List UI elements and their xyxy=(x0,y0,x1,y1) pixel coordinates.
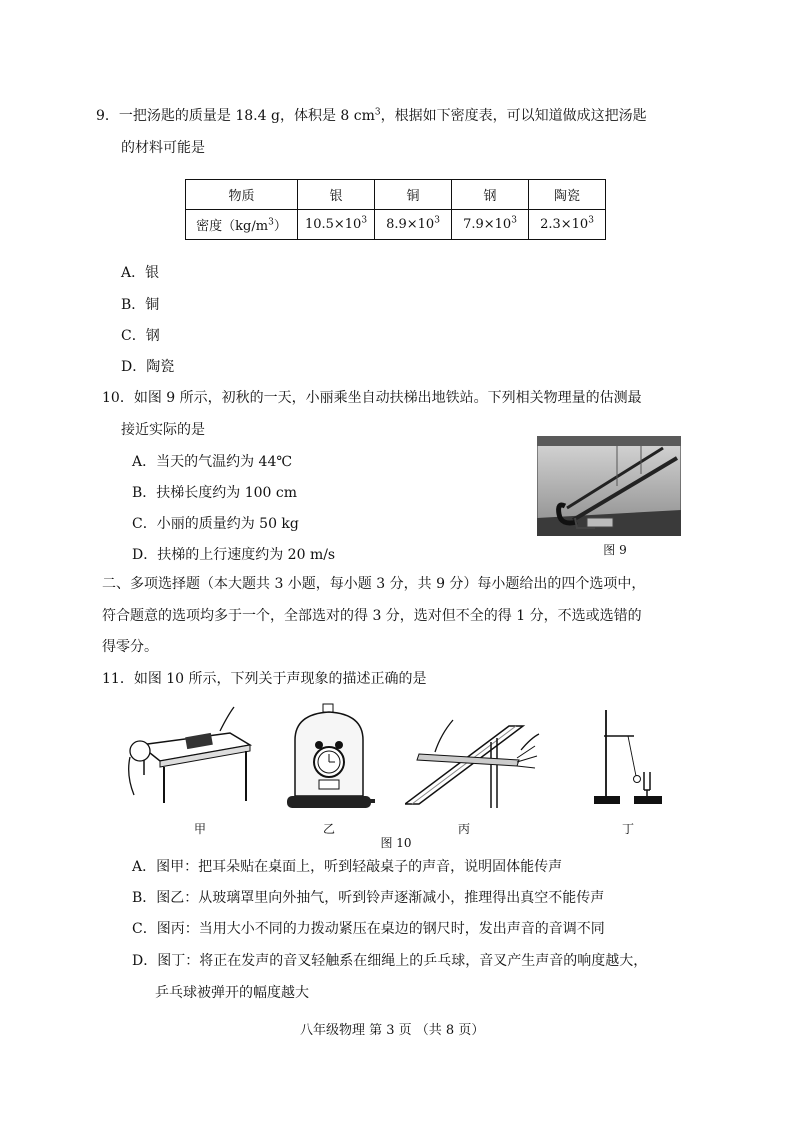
table-cell: $2.3\times 10^3$ xyxy=(529,210,606,240)
table-cell: 钢 xyxy=(452,180,529,210)
caption-yi: 乙 xyxy=(322,822,335,836)
caption-ding: 丁 xyxy=(621,822,634,836)
q11-option-d-cont: 乒乓球被弹开的幅度越大 xyxy=(155,985,309,1001)
q11-option-c: C．图丙：当用大小不同的力拨动紧压在桌边的钢尺时，发出声音的音调不同 xyxy=(132,921,605,937)
table-row xyxy=(186,180,606,210)
figure-10-caption: 图 10 xyxy=(380,836,412,850)
q9-stem-line2: 的材料可能是 xyxy=(121,140,205,156)
section2-line3: 得零分。 xyxy=(102,639,158,655)
table-cell: $8.9\times 10^3$ xyxy=(375,210,452,240)
table-cell: 陶瓷 xyxy=(529,180,606,210)
q9-stem-line1: 9．一把汤匙的质量是 18.4 g，体积是 8 $cm^3$，根据如下密度表，可以知道做成这把汤匙 xyxy=(96,107,647,124)
table-cell: 银 xyxy=(298,180,375,210)
q11-stem: 11．如图 10 所示，下列关于声现象的描述正确的是 xyxy=(102,671,427,687)
table-header-material: 物质 xyxy=(186,180,298,210)
table-header-density: 密度$(kg/m^3)$ xyxy=(186,210,298,240)
q10-stem-line1: 10．如图 9 所示，初秋的一天，小丽乘坐自动扶梯出地铁站。下列相关物理量的估测最 xyxy=(102,390,642,406)
ruler-on-table-illustration xyxy=(405,712,543,810)
tuning-fork-illustration xyxy=(590,706,670,810)
page-footer: 八年级物理 第 3 页 （共 8 页） xyxy=(300,1023,485,1038)
section2-line2: 符合题意的选项均多于一个，全部选对的得 3 分，选对但不全的得 1 分，不选或选错的 xyxy=(102,608,642,624)
caption-bing: 丙 xyxy=(457,822,470,836)
bell-jar-illustration xyxy=(285,700,375,812)
table-cell: 铜 xyxy=(375,180,452,210)
q9-option-a: A．银 xyxy=(121,265,160,281)
escalator-photo xyxy=(537,436,681,536)
q10-stem-line2: 接近实际的是 xyxy=(121,422,205,438)
q10-option-a: A．当天的气温约为 44℃ xyxy=(132,454,293,470)
figure-9-caption: 图 9 xyxy=(603,543,627,557)
q10-option-d: D．扶梯的上行速度约为 20 m/s xyxy=(132,547,336,563)
q9-option-c: C．钢 xyxy=(121,328,160,344)
table-cell: $7.9\times 10^3$ xyxy=(452,210,529,240)
table-cell: $10.5\times 10^3$ xyxy=(298,210,375,240)
q9-option-d: D．陶瓷 xyxy=(121,359,175,375)
caption-jia: 甲 xyxy=(193,822,206,836)
q11-option-d: D．图丁：将正在发声的音叉轻触系在细绳上的乒乓球，音叉产生声音的响度越大， xyxy=(132,953,648,969)
section2-line1: 二、多项选择题（本大题共 3 小题，每小题 3 分，共 9 分）每小题给出的四个选项中， xyxy=(102,576,646,592)
q10-option-c: C．小丽的质量约为 50 kg xyxy=(132,516,299,532)
q11-option-a: A．图甲：把耳朵贴在桌面上，听到轻敲桌子的声音，说明固体能传声 xyxy=(132,859,563,875)
density-table xyxy=(185,179,606,240)
q9-option-b: B．铜 xyxy=(121,297,160,313)
q11-option-b: B．图乙：从玻璃罩里向外抽气，听到铃声逐渐减小，推理得出真空不能传声 xyxy=(132,890,605,906)
ear-on-table-illustration xyxy=(120,705,256,805)
q10-option-b: B．扶梯长度约为 100 cm xyxy=(132,485,298,501)
table-row xyxy=(186,210,606,240)
